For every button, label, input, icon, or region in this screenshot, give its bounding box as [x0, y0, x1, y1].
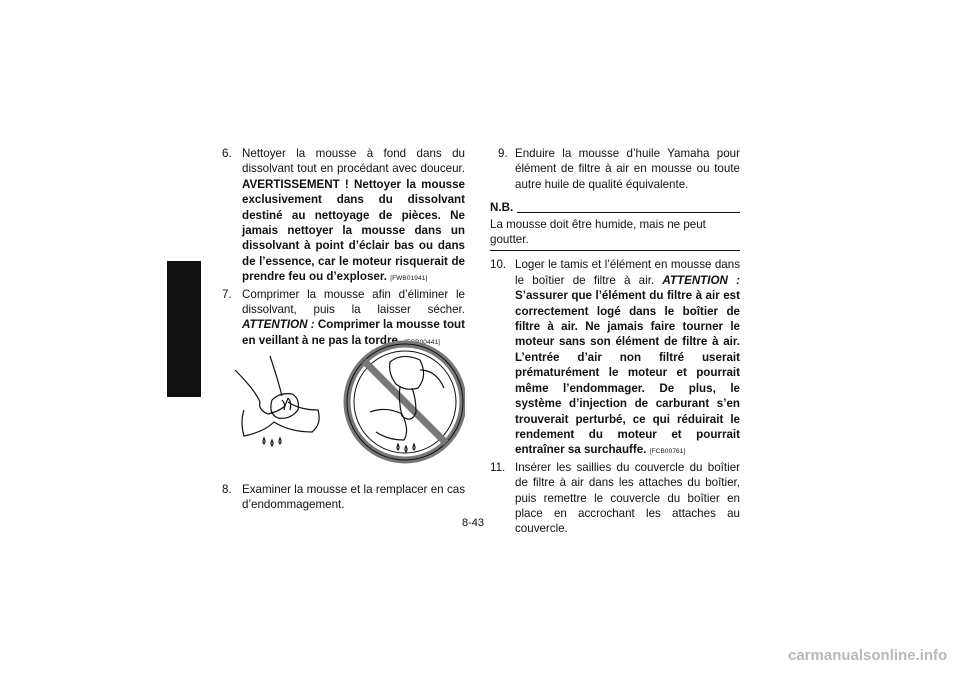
left-column-bottom [222, 482, 465, 513]
squeeze-foam-illustration [230, 340, 465, 465]
note-label: N.B. [490, 201, 514, 215]
attention-text: Comprimer la mousse tout en veillant à ne pas la tordre. [242, 318, 465, 347]
chapter-tab [167, 261, 201, 397]
watermark: carmanualsonline.info [788, 647, 948, 664]
step-number: 8. [222, 483, 232, 496]
step-number: 11. [490, 460, 506, 474]
twist-prohibited-icon [347, 344, 463, 460]
reference-code: [FCB00761] [649, 448, 686, 456]
note-rule [517, 212, 740, 213]
step-9 [490, 146, 740, 192]
page-number: 8-43 [462, 517, 485, 529]
reference-code: [FCB00441] [404, 338, 441, 346]
note-text: La mousse doit être humide, mais ne peut goutter. [490, 216, 740, 252]
left-column [222, 146, 465, 350]
step-6 [222, 146, 465, 287]
squeeze-correct-icon [235, 356, 319, 446]
step-number: 7. [222, 287, 232, 301]
attention-label: ATTENTION : [662, 273, 740, 287]
step-text: Nettoyer la mousse à fond dans du dissolvant tout en procédant avec douceur. [242, 147, 465, 176]
step-number: 10. [490, 258, 507, 272]
step-text: Insérer les saillies du couvercle du boîtier de filtre à air dans les attaches du boîtier, puis remettre le couvercle du boîtier en place en accrochant les attaches au couvercle. [515, 460, 740, 536]
note-box [490, 200, 740, 251]
step-text: Comprimer la mousse afin d’éliminer le dissolvant, puis la laisser sécher. [242, 287, 465, 317]
attention-label: ATTENTION : [242, 318, 315, 332]
reference-code: [FWB01941] [390, 275, 428, 283]
attention-text: S’assurer que l’élément du filtre à air est correctement logé dans le boîtier de filtre à air. Ne jamais faire tourner le moteur sans son élément de filtre à air. L’entrée d’air non filtré userait prématurément le moteur et pourrait même l’endommager. De plus, le système d’injection de carburant s’en trouverait perturbé, ce qui réduirait le rendement du moteur et pourrait entraîner sa surchauffe. [515, 289, 740, 457]
step-11 [490, 460, 740, 537]
step-text: Enduire la mousse d’huile Yamaha pour élément de filtre à air en mousse ou toute autre huile de qualité équivalente. [515, 147, 740, 191]
step-10 [490, 257, 740, 459]
step-number: 9. [498, 147, 508, 160]
step-text: Examiner la mousse et la remplacer en cas d’endommagement. [242, 483, 465, 512]
step-8 [222, 482, 465, 513]
step-number: 6. [222, 147, 232, 160]
right-column [490, 146, 740, 537]
warning-text: AVERTISSEMENT ! Nettoyer la mousse exclusivement dans du dissolvant destiné au nettoyage de pièces. Ne jamais nettoyer la mousse dans un dissolvant à point d’éclair bas ou dans de l’essence, car le moteur risquerait de prendre feu ou d’exploser. [242, 177, 465, 284]
chapter-number: 8 [175, 298, 183, 313]
step-text: Loger le tamis et l’élément en mousse dans le boîtier de filtre à air. [515, 258, 740, 287]
